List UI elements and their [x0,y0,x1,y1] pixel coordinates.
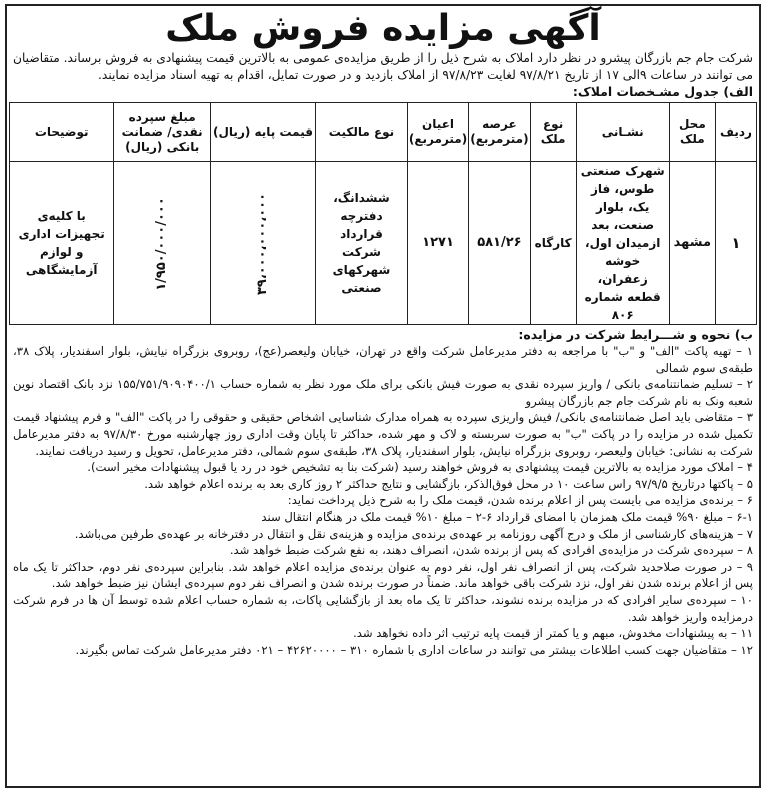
section-b-heading: ب) نحوه و شـــرایط شرکت در مزایده: [518,327,753,342]
table-row [10,162,757,325]
col-land-area-header: عرصه (مترمربع) [469,103,530,162]
col-base-price-header: قیمت پایه (ریال) [210,103,315,162]
col-notes-header: توضیحات [10,103,114,162]
term-item: ۳ – متقاضی باید اصل ضمانتنامه‌ی بانکی/ فیش واریزی سپرده به همراه مدارک شناسایی اشخاص حقیقی و حقوقی را در پاکت "الف" و فرم پیشنهاد قیمت تکمیل شده در مزایده را در پاکت "ب" به صورت سربسته و لاک و مهر شده، حداکثر تا پایان وقت اداری روز چهارشنبه مورخ ۹۷/۸/۳۰ به دفتر مدیرعامل شرکت به نشانی: خیابان ولیعصر، روبروی بزرگراه نیایش، بلوار اسفندیار، پلاک ۳۸، طبقه‌ی سوم شمالی، دفتر مدیرعامل، تحویل و رسید دریافت نمایند. [13,410,753,458]
auction-notice [5,4,761,788]
term-item: ۶-۱ – مبلغ ۹۰% قیمت ملک همزمان با امضای قرارداد ۶-۲ – مبلغ ۱۰% قیمت ملک در هنگام انتقال سند [261,509,753,524]
cell-ownership: ششدانگ، دفترچه قرارداد شرکت شهرکهای صنعتی [316,162,408,325]
cell-row-no: ۱ [715,162,756,325]
col-ownership-header: نوع مالکیت [316,103,408,162]
base-price-value: ۳۹،۰۰۰،۰۰۰،۰۰۰ [255,192,271,295]
term-item: ۵ – پاکتها درتاریخ ۹۷/۹/۵ راس ساعت ۱۰ در محل فوق‌الذکر، بازگشایی و نتایج حداکثر ۲ روز کاری بعد به برنده اعلام خواهد شد. [144,476,753,491]
col-building-area-header: اعیان (مترمربع) [407,103,468,162]
cell-building-area: ۱۲۷۱ [407,162,468,325]
table-header-row [10,103,757,162]
section-a-heading: الف) جدول مشـخصات املاک: [572,84,753,99]
col-address-header: نشـانی [576,103,669,162]
cell-deposit [114,162,211,325]
col-row-header: ردیف [715,103,756,162]
terms-list [7,343,759,658]
col-deposit-header: مبلغ سپرده نقدی/ ضمانت بانکی (ریال) [114,103,211,162]
term-item: ۷ – هزینه‌های کارشناسی از ملک و درج آگهی روزنامه بر عهده‌ی برنده‌ی مزایده و هزینه‌ی نقل و انتقال در دفترخانه بر عهده‌ی طرفین می‌باشد. [74,526,753,541]
term-item: ۸ – سپرده‌ی شرکت در مزایده‌ی افرادی که پس از برنده شدن، انصراف دهند، به نفع شرکت ضبط خواهد شد. [229,543,753,558]
cell-notes: با کلیه‌ی تجهیزات اداری و لوازم آزمایشگاهی [10,162,114,325]
term-item: ۴ – املاک مورد مزایده به بالاترین قیمت پیشنهادی به فروش خواهند رسید (شرکت بنا به تشخیص خود در رد یا قبول پیشنهادات مخیر است). [87,460,753,475]
term-item: ۱۰ – سپرده‌ی سایر افرادی که در مزایده برنده نشوند، حداکثر تا یک ماه بعد از بازگشایی پاکات، به شماره حساب اعلام شده توسط آن ها در فرم شرکت درمزایده واریز خواهد شد. [13,592,753,624]
property-table [9,102,757,325]
col-location-header: محل ملک [669,103,715,162]
cell-base-price [210,162,315,325]
term-item: ۲ – تسلیم ضمانتنامه‌ی بانکی / واریز سپرده نقدی به صورت فیش بانکی برای ملک مورد نظر به شماره حساب ۱۵۵/۷۵۱/۹۰۹۰۴۰۰/۱ نزد بانک اقتصاد نوین شعبه ونک به نام شرکت جام جم بازرگان پیشرو [13,377,754,408]
cell-type: کارگاه [530,162,576,325]
intro-paragraph: شرکت جام جم بازرگان پیشرو در نظر دارد املاک به شرح ذیل را از طریق مزایده‌ی عمومی به بالاترین قیمت پیشنهادی به فروش برساند. متقاضیان می توانند در ساعات ۹الی ۱۷ از تاریخ ۹۷/۸/۲۱ لغایت ۹۷/۸/۲۳ از املاک بازدید و در صورت تمایل، اقدام به تهیه اسناد مزایده نمایند. [13,51,753,82]
col-type-header: نوع ملک [530,103,576,162]
term-item: ۶ – برنده‌ی مزایده می بایست پس از اعلام برنده شدن، قیمت ملک را به شرح ذیل پرداخت نماید: [287,493,753,508]
cell-address: شهرک صنعتی طوس، فاز یک، بلوار صنعت، بعد ازمیدان اول، خوشه زعفران، قطعه شماره ۸۰۶ [576,162,669,325]
cell-land-area: ۵۸۱/۲۶ [469,162,530,325]
term-item: ۱۲ – متقاضیان جهت کسب اطلاعات بیشتر می توانند در ساعات اداری با شماره ۳۱۰ – ۴۲۶۲۰۰۰۰ – ۰۲۱ دفتر مدیرعامل شرکت تماس بگیرند. [75,642,753,657]
notice-title: آگهی مزایده فروش ملک [165,8,601,49]
cell-location: مشهد [669,162,715,325]
term-item: ۱۱ – به پیشنهادات مخدوش، مبهم و یا کمتر از قیمت پایه ترتیب اثر داده نخواهد شد. [353,626,753,641]
term-item: ۱ – تهیه پاکت "الف" و "ب" با مراجعه به دفتر مدیرعامل شرکت واقع در تهران، خیابان ولیعصر(عج)، روبروی بزرگراه نیایش، بلوار اسفندیار، پلاک ۳۸، طبقه‌ی سوم شمالی [13,344,753,375]
deposit-value: ۱/۹۵۰/۰۰۰/۰۰۰ [154,196,170,291]
term-item: ۹ – در صورت صلاحدید شرکت، پس از انصراف نفر اول، نفر دوم به عنوان برنده‌ی مزایده اعلام خواهد شد. بنابراین سپرده‌ی نفر دوم، حداکثر تا یک ماه پس از اعلام برنده شدن نفر اول، نزد شرکت باقی خواهد ماند. ضمناً در صورت برنده شدن و انصراف نفر دوم سپرده‌ی ایشان نیز ضبط خواهد شد. [13,559,753,591]
